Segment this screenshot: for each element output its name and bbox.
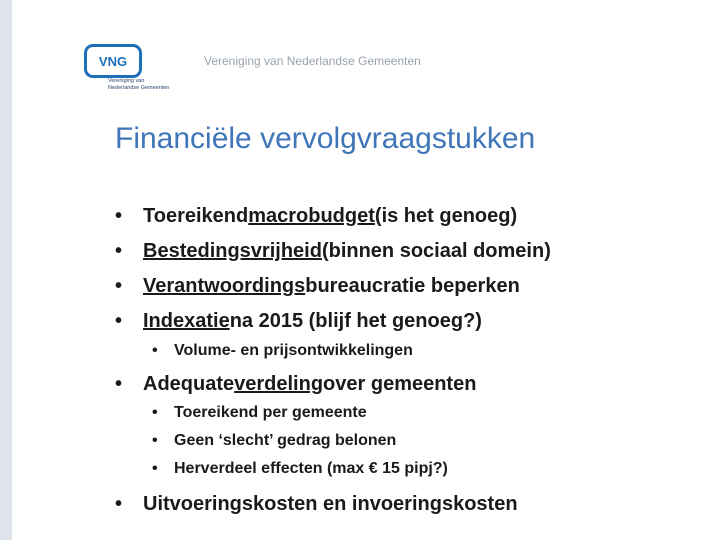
item-text-underlined: macrobudget [248, 205, 375, 227]
item-text-before: Toereikend [143, 205, 249, 227]
item-text-before: Adequate [143, 373, 235, 395]
logo-subtitle-line-1: Vereniging van [108, 78, 145, 84]
item-text-after: (is het genoeg) [374, 205, 518, 227]
logo-text: VNG [98, 53, 128, 69]
bullet-icon: • [115, 493, 123, 515]
item-text-underlined: verdeling [234, 373, 324, 395]
item-text-after: over gemeenten [323, 373, 477, 395]
bullet-icon: • [115, 205, 123, 227]
bullet-item-bestedingsvrijheid [115, 240, 551, 263]
bullet-item-macrobudget [115, 205, 517, 228]
organization-header: Vereniging van Nederlandse Gemeenten [204, 54, 421, 68]
item-text: Toereikend per gemeente [174, 404, 367, 421]
item-text: Geen ‘slecht’ gedrag belonen [174, 432, 397, 449]
item-text: Volume- en prijsontwikkelingen [174, 342, 413, 359]
left-stripe [0, 0, 12, 540]
bullet-item-uitvoeringskosten [115, 493, 518, 516]
sub-bullet-gedrag [152, 432, 396, 450]
logo-subtitle-line-2: Nederlandse Gemeenten [108, 85, 170, 91]
item-text: Herverdeel effecten (max € 15 pipj?) [174, 460, 448, 477]
item-text-underlined: Indexatie [143, 310, 230, 332]
item-text: Uitvoeringskosten en invoeringskosten [143, 493, 518, 515]
bullet-item-verdeling [115, 373, 476, 396]
bullet-item-indexatie [115, 310, 482, 333]
bullet-icon: • [152, 342, 158, 359]
bullet-icon: • [115, 240, 123, 262]
item-text-after: (binnen sociaal domein) [321, 240, 551, 262]
logo-mark-icon [84, 44, 142, 78]
item-text-after: bureaucratie beperken [305, 275, 520, 297]
sub-bullet-volume [152, 342, 413, 360]
bullet-icon: • [115, 373, 123, 395]
item-text-underlined: Bestedingsvrijheid [143, 240, 322, 262]
bullet-icon: • [152, 432, 158, 449]
bullet-icon: • [115, 275, 123, 297]
item-text-after: na 2015 (blijf het genoeg?) [229, 310, 482, 332]
bullet-icon: • [152, 460, 158, 477]
sub-bullet-toereikend [152, 404, 367, 422]
slide-title: Financiële vervolgvraagstukken [115, 122, 536, 155]
item-text-underlined: Verantwoordings [143, 275, 306, 297]
bullet-item-verantwoording [115, 275, 520, 298]
logo-subtitle [108, 78, 169, 92]
vng-logo [84, 44, 184, 96]
bullet-icon: • [115, 310, 123, 332]
sub-bullet-herverdeel [152, 460, 448, 478]
bullet-icon: • [152, 404, 158, 421]
